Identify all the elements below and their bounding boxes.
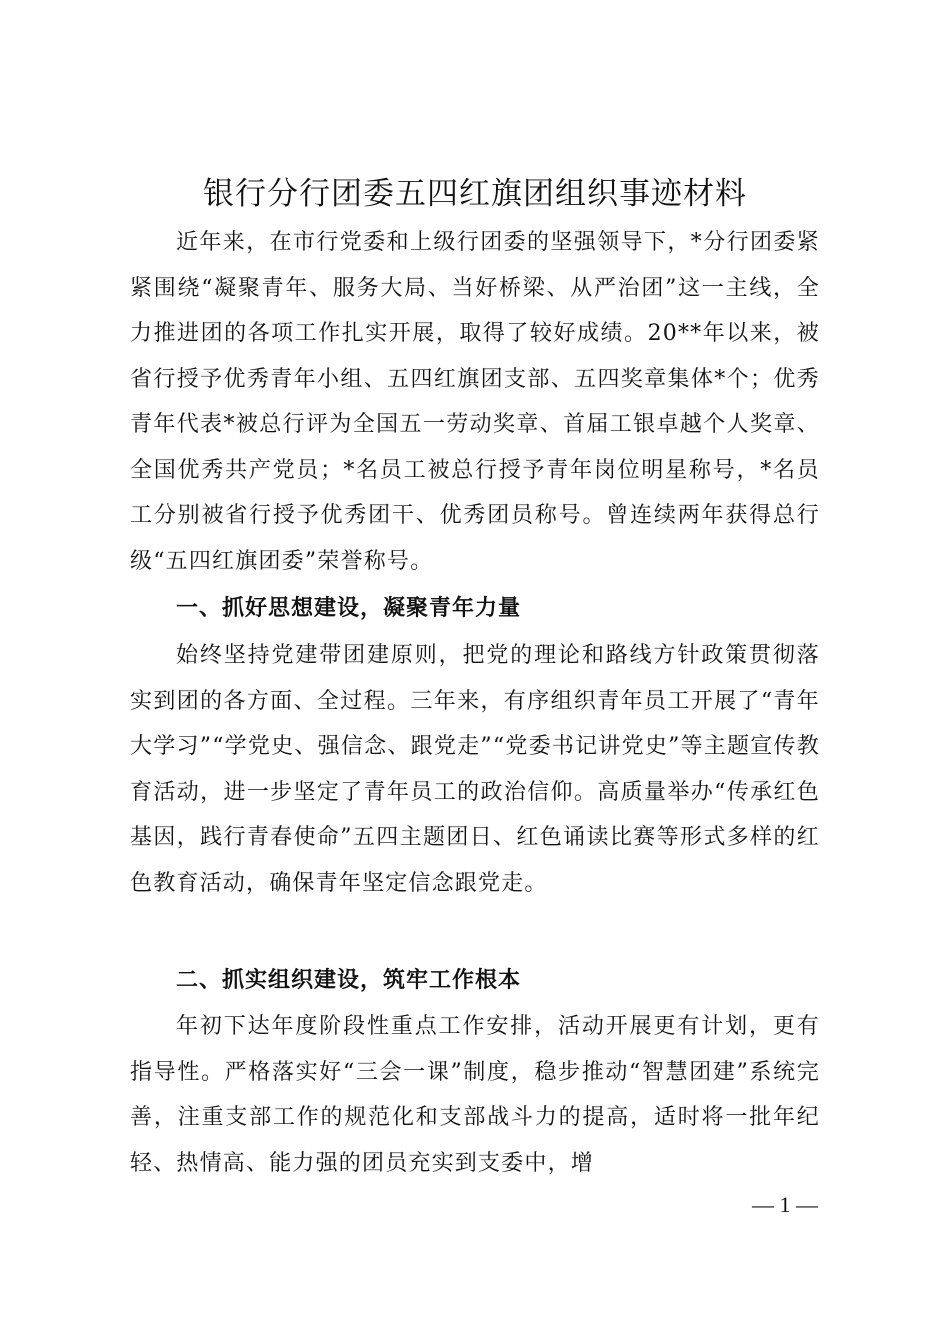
section-heading-2: 二、抓实组织建设，筑牢工作根本	[176, 968, 522, 993]
section-2-paragraph: 年初下达年度阶段性重点工作安排，活动开展更有计划，更有指导性。严格落实好“三会一课”制度，稳步推动“智慧团建”系统完善，注重支部工作的规范化和支部战斗力的提高，适时将一批年纪轻、热情高、能力强的团员充实到支委中，增	[130, 1014, 820, 1176]
section-heading-1: 一、抓好思想建设，凝聚青年力量	[176, 596, 522, 621]
page-number: — 1 —	[752, 1192, 818, 1217]
document-title: 银行分行团委五四红旗团组织事迹材料	[203, 176, 747, 212]
section-1-paragraph: 始终坚持党建带团建原则，把党的理论和路线方针政策贯彻落实到团的各方面、全过程。三年来，有序组织青年员工开展了“青年大学习”“学党史、强信念、跟党走”“党委书记讲党史”等主题宣传教育活动，进一步坚定了青年员工的政治信仰。高质量举办“传承红色基因，践行青春使命”五四主题团日、红色诵读比赛等形式多样的红色教育活动，确保青年坚定信念跟党走。	[130, 643, 820, 896]
intro-paragraph: 近年来，在市行党委和上级行团委的坚强领导下，*分行团委紧紧围绕“凝聚青年、服务大局、当好桥梁、从严治团”这一主线，全力推进团的各项工作扎实开展，取得了较好成绩。20**年以来，被省行授予优秀青年小组、五四红旗团支部、五四奖章集体*个；优秀青年代表*被总行评为全国五一劳动奖章、首届工银卓越个人奖章、全国优秀共产党员；*名员工被总行授予青年岗位明星称号，*名员工分别被省行授予优秀团干、优秀团员称号。曾连续两年获得总行级“五四红旗团委”荣誉称号。	[130, 230, 820, 574]
